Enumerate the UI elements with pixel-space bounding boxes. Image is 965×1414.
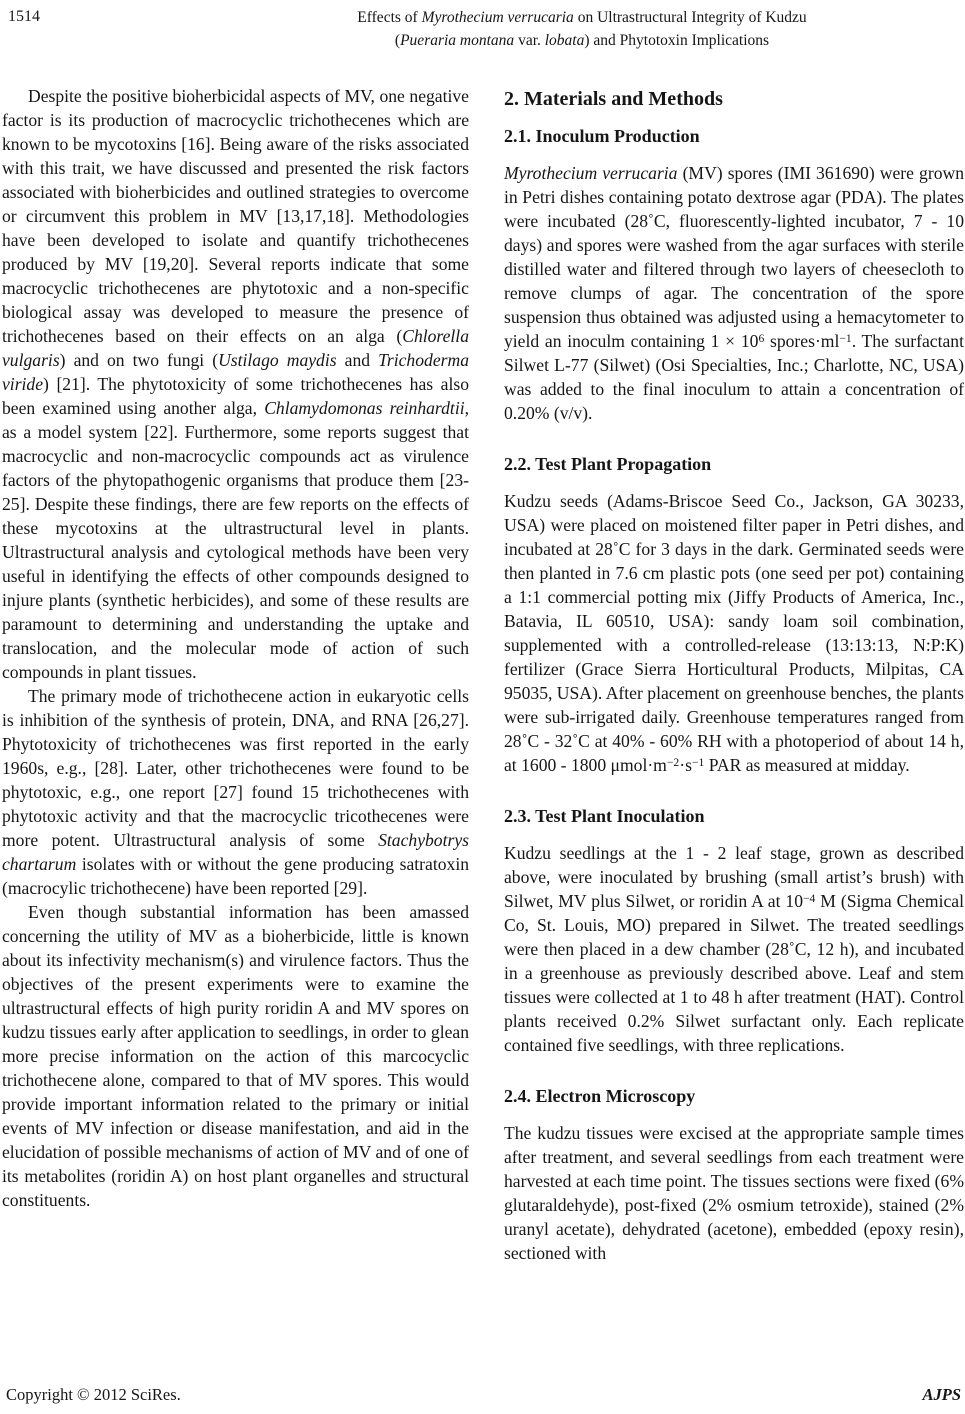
subsection-heading: 2.1. Inoculum Production: [504, 126, 700, 146]
page-number: 1514: [8, 8, 40, 25]
paragraph: Kudzu seedlings at the 1 - 2 leaf stage, grown as described above, were inoculated by brushing (small artist’s brush) with Silwet, MV plus Silwet, or roridin A at $10^{-4}$ M (Sigma Chemical Co, St. Louis, MO) prepared in Silwet. The treated seedlings were then placed in a dew chamber (28˚C, 12 h), and incubated in a greenhouse as previously described above. Leaf and stem tissues were collected at 1 to 48 h after treatment (HAT). Control plants received 0.2% Silwet surfactant only. Each replicate contained five seedlings, with three replications.: [504, 843, 964, 1055]
body-columns: [2, 84, 964, 1265]
journal-name: AJPS: [922, 1385, 961, 1404]
header: [2, 6, 964, 64]
subsection-heading: 2.4. Electron Microscopy: [504, 1086, 696, 1106]
subsection-heading: 2.2. Test Plant Propagation: [504, 454, 712, 474]
paragraph: The primary mode of trichothecene action in eukaryotic cells is inhibition of the synthesis of protein, DNA, and RNA [26,27]. Phytotoxicity of trichothecenes was first reported in the early 1960s, e.g., [28]. Later, other trichothecenes were found to be phytotoxic, e.g., one report [27] found 15 trichothecenes with phytotoxic activity and that the macrocyclic tricothecenes were more potent. Ultrastructural analysis of some Stachybotrys chartarum isolates with or without the gene producing satratoxin (macrocylic trichothecene) have been reported [29].: [2, 686, 469, 898]
left-column: [2, 84, 469, 1265]
footer: [0, 1385, 965, 1405]
right-column: [504, 84, 964, 1265]
paragraph: Kudzu seeds (Adams-Briscoe Seed Co., Jackson, GA 30233, USA) were placed on moistened filter paper in Petri dishes, and incubated at 28˚C for 3 days in the dark. Germinated seeds were then planted in 7.6 cm plastic pots (one seed per pot) containing a 1:1 commercial potting mix (Jiffy Products of America, Inc., Batavia, IL 60510, USA): sandy loam soil combination, supplemented with a controlled-release (13:13:13, N:P:K) fertilizer (Grace Sierra Horticultural Products, Milpitas, CA 95035, USA). After placement on greenhouse benches, the plants were sub-irrigated daily. Greenhouse temperatures ranged from 28˚C - 32˚C at 40% - 60% RH with a photoperiod of about 14 h, at 1600 - 1800 $\mu mol\cdot m^{-2}\cdot s^{-1}$ PAR as measured at midday.: [504, 491, 964, 775]
subsection-heading: 2.3. Test Plant Inoculation: [504, 806, 705, 826]
article-title: Effects of Myrothecium verrucaria on Ultrastructural Integrity of Kudzu (Pueraria montana var. lobata) and Phytotoxin Implications: [357, 9, 807, 49]
copyright-notice: Copyright © 2012 SciRes.: [6, 1385, 181, 1404]
paragraph: The kudzu tissues were excised at the appropriate sample times after treatment, and several seedlings from each treatment were harvested at each time point. The tissues sections were fixed (6% glutaraldehyde), post-fixed (2% osmium tetroxide), stained (2% uranyl acetate), dehydrated (acetone), embedded (epoxy resin), sectioned with: [504, 1123, 964, 1263]
paragraph: Myrothecium verrucaria (MV) spores (IMI 361690) were grown in Petri dishes containing potato dextrose agar (PDA). The plates were incubated (28˚C, fluorescently-lighted incubator, 7 - 10 days) and spores were washed from the agar surfaces with sterile distilled water and filtered through two layers of cheesecloth to remove clumps of agar. The concentration of the spore suspension thus obtained was adjusted using a hemacytometer to yield an inoculm containing $1 \times 10^6$ $spores\cdot ml^{-1}$. The surfactant Silwet L-77 (Silwet) (Osi Specialties, Inc.; Charlotte, NC, USA) was added to the final inoculum to attain a concentration of 0.20% (v/v).: [504, 163, 964, 423]
paragraph: Despite the positive bioherbicidal aspects of MV, one negative factor is its production of macrocyclic trichothecenes which are known to be mycotoxins [16]. Being aware of the risks associated with this trait, we have discussed and presented the risk factors associated with bioherbicides and outlined strategies to overcome or circumvent this problem in MV [13,17,18]. Methodologies have been developed to isolate and quantify trichothecenes produced by MV [19,20]. Several reports indicate that some macrocyclic trichothecenes are phytotoxic and a non-specific biological assay was developed to measure the presence of trichothecenes based on their effects on an alga (Chlorella vulgaris) and on two fungi (Ustilago maydis and Trichoderma viride) [21]. The phytotoxicity of some trichothecenes has also been examined using another alga, Chlamydomonas reinhardtii, as a model system [22]. Furthermore, some reports suggest that macrocyclic and non-macrocyclic compounds act as virulence factors of the phytopathogenic organisms that produce them [23-25]. Despite these findings, there are few reports on the effects of these mycotoxins at the ultrastructural level in plants. Ultrastructural analysis and cytological methods have been very useful in identifying the effects of other compounds designed to injure plants (synthetic herbicides), and some of these results are paramount to determining and understanding the uptake and translocation, and the molecular mode of action of such compounds in plant tissues.: [2, 86, 469, 682]
section-heading: 2. Materials and Methods: [504, 88, 723, 110]
paragraph: Even though substantial information has been amassed concerning the utility of MV as a bioherbicide, little is known about its infectivity mechanism(s) and virulence factors. Thus the objectives of the present experiments were to examine the ultrastructural effects of high purity roridin A and MV spores on kudzu tissues early after application to seedlings, in order to glean more precise information on the action of this marcocyclic trichothecene alone, compared to that of MV spores. This would provide important information related to the primary or initial events of MV infection or disease manifestation, and aid in the elucidation of possible mechanisms of action of MV and of one of its metabolites (roridin A) on host plant organelles and structural constituents.: [2, 902, 469, 1210]
